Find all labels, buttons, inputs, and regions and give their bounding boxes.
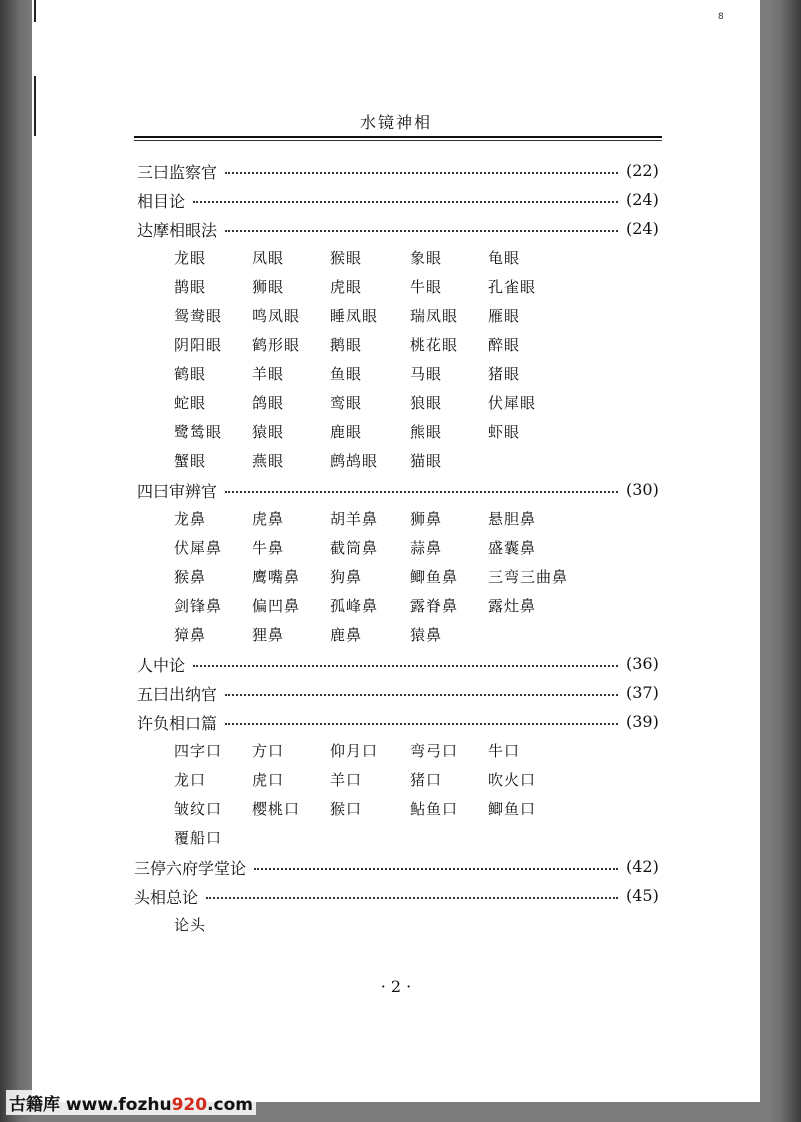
toc-subitem: 猿鼻 (410, 626, 443, 644)
toc-subitem: 狗鼻 (330, 568, 363, 586)
watermark (6, 1090, 256, 1115)
toc-subitem: 露脊鼻 (410, 597, 459, 615)
toc-leader-dots (206, 897, 618, 899)
toc-subitem: 鲫鱼口 (488, 800, 537, 818)
toc-subitem: 猴口 (330, 800, 363, 818)
toc-subitem-row (32, 245, 760, 273)
toc-subitem: 蒜鼻 (410, 539, 443, 557)
toc-subitem: 虾眼 (488, 423, 521, 441)
toc-subitem: 蟹眼 (174, 452, 207, 470)
toc-subitem: 孤峰鼻 (330, 597, 379, 615)
toc-subitem: 猪眼 (488, 365, 521, 383)
toc-subitem: 剑锋鼻 (174, 597, 223, 615)
toc-subitem: 鹤眼 (174, 365, 207, 383)
watermark-name: 古籍库 (9, 1095, 60, 1115)
toc-subitem: 四字口 (174, 742, 223, 760)
toc-subitem: 龙鼻 (174, 510, 207, 528)
toc-entry (32, 680, 760, 708)
toc-subitem: 狮鼻 (410, 510, 443, 528)
toc-subitem: 皱纹口 (174, 800, 223, 818)
toc-subitem-row (32, 419, 760, 447)
toc-subitem: 狼眼 (410, 394, 443, 412)
toc-subitem: 鹿鼻 (330, 626, 363, 644)
toc-subitem: 睡凤眼 (330, 307, 379, 325)
toc-entry-page: (42) (626, 857, 659, 876)
toc-subitem: 孔雀眼 (488, 278, 537, 296)
toc-subitem-row (32, 506, 760, 534)
toc-subitem: 猿眼 (252, 423, 285, 441)
toc-subitem: 伏犀鼻 (174, 539, 223, 557)
toc-subitem: 猴眼 (330, 249, 363, 267)
toc-subitem: 瑞凤眼 (410, 307, 459, 325)
toc-subitem-row (32, 593, 760, 621)
toc-subitem: 猴鼻 (174, 568, 207, 586)
toc-subitem-row (32, 738, 760, 766)
header-rule (134, 136, 662, 138)
toc-entry-title: 三停六府学堂论 (134, 859, 247, 878)
watermark-url-highlight: 920 (171, 1095, 208, 1115)
toc-leader-dots (193, 201, 618, 203)
toc-subitem: 猫眼 (410, 452, 443, 470)
toc-subitem: 牛鼻 (252, 539, 285, 557)
toc-subitem-row (32, 274, 760, 302)
toc-entry-page: (30) (626, 480, 659, 499)
toc-subitem: 盛囊鼻 (488, 539, 537, 557)
toc-subitem: 虎口 (252, 771, 285, 789)
toc-subitem: 鹰嘴鼻 (252, 568, 301, 586)
toc-subitem: 龙眼 (174, 249, 207, 267)
toc-entry-title: 四曰审辨官 (137, 482, 218, 501)
toc-subitem: 凤眼 (252, 249, 285, 267)
toc-subitem: 虎鼻 (252, 510, 285, 528)
toc-subitem: 三弯三曲鼻 (488, 568, 569, 586)
toc-leader-dots (225, 491, 618, 493)
toc-entry-title: 五曰出纳官 (137, 685, 218, 704)
toc-subitem: 截筒鼻 (330, 539, 379, 557)
toc-subitem: 羊口 (330, 771, 363, 789)
toc-subitem-row (32, 448, 760, 476)
toc-subitem: 樱桃口 (252, 800, 301, 818)
toc-subitem: 胡羊鼻 (330, 510, 379, 528)
toc-subitem: 蛇眼 (174, 394, 207, 412)
toc-subitem: 桃花眼 (410, 336, 459, 354)
toc-subitem-row (32, 622, 760, 650)
toc-subitem: 醉眼 (488, 336, 521, 354)
toc-entry-page: (45) (626, 886, 659, 905)
toc-subitem: 牛眼 (410, 278, 443, 296)
toc-subitem: 熊眼 (410, 423, 443, 441)
watermark-url-suffix: .com (207, 1095, 254, 1115)
toc-subitem: 雁眼 (488, 307, 521, 325)
toc-subitem-row (32, 535, 760, 563)
toc-entry (32, 651, 760, 679)
header-rule-thin (134, 140, 662, 141)
toc-subitem: 鹅眼 (330, 336, 363, 354)
toc-subitem: 论头 (174, 916, 207, 934)
toc-subitem: 伏犀眼 (488, 394, 537, 412)
toc-entry (32, 187, 760, 215)
toc-subitem: 獐鼻 (174, 626, 207, 644)
toc-entry-title: 许负相口篇 (137, 714, 218, 733)
toc-entry-title: 头相总论 (134, 888, 199, 907)
toc-subitem: 鹤形眼 (252, 336, 301, 354)
toc-entry-title: 人中论 (137, 656, 186, 675)
book-page (32, 0, 760, 1102)
toc-subitem: 虎眼 (330, 278, 363, 296)
toc-subitem: 鸾眼 (330, 394, 363, 412)
toc-subitem: 鲫鱼鼻 (410, 568, 459, 586)
toc-subitem: 燕眼 (252, 452, 285, 470)
toc-entry (32, 477, 760, 505)
toc-leader-dots (225, 230, 618, 232)
toc-subitem: 鸽眼 (252, 394, 285, 412)
toc-entry (32, 854, 760, 882)
scan-edge-line (34, 0, 36, 22)
toc-subitem-row (32, 332, 760, 360)
toc-subitem: 覆船口 (174, 829, 223, 847)
toc-subitem: 偏凹鼻 (252, 597, 301, 615)
toc-subitem-row (32, 912, 760, 940)
toc-subitem-row (32, 303, 760, 331)
toc-subitem-row (32, 796, 760, 824)
toc-subitem: 象眼 (410, 249, 443, 267)
toc-entry-page: (37) (626, 683, 659, 702)
toc-subitem: 猪口 (410, 771, 443, 789)
toc-subitem: 鹊眼 (174, 278, 207, 296)
toc-entry-title: 达摩相眼法 (137, 221, 218, 240)
toc-subitem: 鹿眼 (330, 423, 363, 441)
toc-subitem: 马眼 (410, 365, 443, 383)
toc-subitem: 鲇鱼口 (410, 800, 459, 818)
page-folio: · 2 · (380, 977, 412, 996)
toc-leader-dots (225, 694, 618, 696)
toc-entry-title: 相目论 (137, 192, 186, 211)
toc-subitem: 鹧鸪眼 (330, 452, 379, 470)
toc-entry-page: (39) (626, 712, 659, 731)
toc-subitem: 吹火口 (488, 771, 537, 789)
toc-entry (32, 709, 760, 737)
toc-subitem: 方口 (252, 742, 285, 760)
toc-entry-page: (22) (626, 161, 659, 180)
watermark-url-prefix: www.fozhu (65, 1095, 172, 1115)
toc-subitem: 鹭鸶眼 (174, 423, 223, 441)
toc-subitem: 弯弓口 (410, 742, 459, 760)
toc-entry-page: (24) (626, 190, 659, 209)
toc-subitem: 仰月口 (330, 742, 379, 760)
toc-subitem: 狸鼻 (252, 626, 285, 644)
toc-subitem-row (32, 361, 760, 389)
page-corner-number: 8 (718, 12, 724, 22)
toc-leader-dots (225, 723, 618, 725)
toc-entry (32, 883, 760, 911)
toc-subitem: 羊眼 (252, 365, 285, 383)
toc-subitem: 牛口 (488, 742, 521, 760)
toc-leader-dots (193, 665, 618, 667)
toc-subitem: 鸣凤眼 (252, 307, 301, 325)
toc-entry-title: 三曰监察官 (137, 163, 218, 182)
toc-subitem: 阴阳眼 (174, 336, 223, 354)
toc-subitem-row (32, 564, 760, 592)
toc-entry-page: (24) (626, 219, 659, 238)
running-head: 水镜神相 (359, 113, 432, 132)
toc-subitem: 龙口 (174, 771, 207, 789)
toc-subitem: 悬胆鼻 (488, 510, 537, 528)
toc-subitem-row (32, 825, 760, 853)
toc-leader-dots (254, 868, 618, 870)
toc-subitem: 露灶鼻 (488, 597, 537, 615)
toc-leader-dots (225, 172, 618, 174)
toc-subitem-row (32, 767, 760, 795)
toc-subitem: 狮眼 (252, 278, 285, 296)
toc-entry (32, 158, 760, 186)
toc-entry (32, 216, 760, 244)
toc-entry-page: (36) (626, 654, 659, 673)
toc-subitem: 龟眼 (488, 249, 521, 267)
toc-subitem-row (32, 390, 760, 418)
toc-subitem: 鸳鸯眼 (174, 307, 223, 325)
toc-subitem: 鱼眼 (330, 365, 363, 383)
